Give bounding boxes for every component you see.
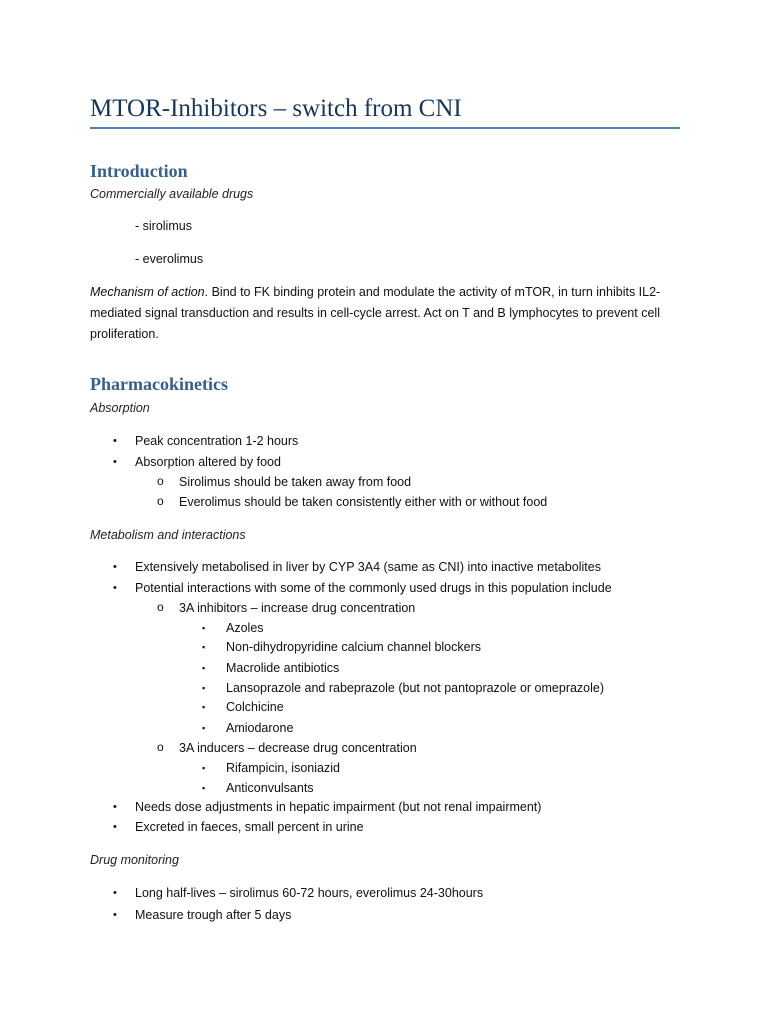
mechanism-text: . Bind to FK binding protein and modulate the activity of mTOR, in turn inhibits IL2-mediated signal transduction and results in cell-cycle arrest. Act on T and B lymphocytes to prevent cell proliferation. (90, 285, 661, 341)
list-item: o 3A inducers – decrease drug concentration (157, 740, 417, 755)
pharmacokinetics-heading: Pharmacokinetics (90, 374, 228, 394)
square-marker: ▪ (202, 663, 206, 673)
list-item: • Excreted in faeces, small percent in urine (113, 820, 364, 834)
square-marker: ▪ (202, 783, 206, 793)
drug-item: - everolimus (135, 252, 204, 266)
square-marker: ▪ (202, 623, 206, 633)
list-item: • Absorption altered by food (113, 455, 281, 469)
title-underline (90, 127, 680, 129)
list-item: • Measure trough after 5 days (113, 908, 292, 922)
square-marker: ▪ (202, 642, 206, 652)
square-marker: ▪ (202, 683, 206, 693)
bullet-marker: • (113, 821, 117, 833)
mechanism-label: Mechanism of action (90, 285, 205, 299)
list-item: ▪ Lansoprazole and rabeprazole (but not pantoprazole or omeprazole) (202, 681, 605, 695)
bullet-marker: • (113, 801, 117, 813)
list-item: • Needs dose adjustments in hepatic impairment (but not renal impairment) (113, 800, 542, 814)
list-item: • Long half-lives – sirolimus 60-72 hours, everolimus 24-30hours (113, 886, 484, 900)
circle-marker: o (157, 474, 164, 488)
list-item: ▪ Colchicine (202, 700, 284, 714)
square-marker: ▪ (202, 763, 206, 773)
bullet-marker: • (113, 887, 117, 899)
drugs-subheading: Commercially available drugs (90, 187, 254, 201)
drug-item: - sirolimus (135, 219, 192, 233)
circle-marker: o (157, 494, 164, 508)
list-item: • Peak concentration 1-2 hours (113, 434, 299, 448)
bullet-marker: • (113, 582, 117, 594)
list-item: • Extensively metabolised in liver by CYP 3A4 (same as CNI) into inactive metabolites (113, 560, 601, 574)
list-item: ▪ Non-dihydropyridine calcium channel blockers (202, 640, 481, 654)
metabolism-label: Metabolism and interactions (90, 528, 246, 542)
bullet-marker: • (113, 435, 117, 447)
list-item: ▪ Rifampicin, isoniazid (202, 761, 340, 775)
bullet-marker: • (113, 456, 117, 468)
list-item: ▪ Macrolide antibiotics (202, 661, 340, 675)
list-item: o Sirolimus should be taken away from food (157, 474, 412, 489)
list-item: o 3A inhibitors – increase drug concentration (157, 600, 416, 615)
circle-marker: o (157, 600, 164, 614)
bullet-marker: • (113, 909, 117, 921)
circle-marker: o (157, 740, 164, 754)
square-marker: ▪ (202, 723, 206, 733)
list-item: ▪ Amiodarone (202, 721, 294, 735)
monitoring-label: Drug monitoring (90, 853, 179, 867)
page-title: MTOR-Inhibitors – switch from CNI (90, 95, 462, 122)
list-item: o Everolimus should be taken consistently either with or without food (157, 494, 548, 509)
square-marker: ▪ (202, 702, 206, 712)
list-item: ▪ Azoles (202, 621, 264, 635)
bullet-marker: • (113, 561, 117, 573)
list-item: • Potential interactions with some of the commonly used drugs in this population include (113, 581, 612, 595)
list-item: ▪ Anticonvulsants (202, 781, 314, 795)
mechanism-paragraph (90, 282, 690, 345)
introduction-heading: Introduction (90, 161, 188, 181)
absorption-label: Absorption (90, 401, 150, 415)
